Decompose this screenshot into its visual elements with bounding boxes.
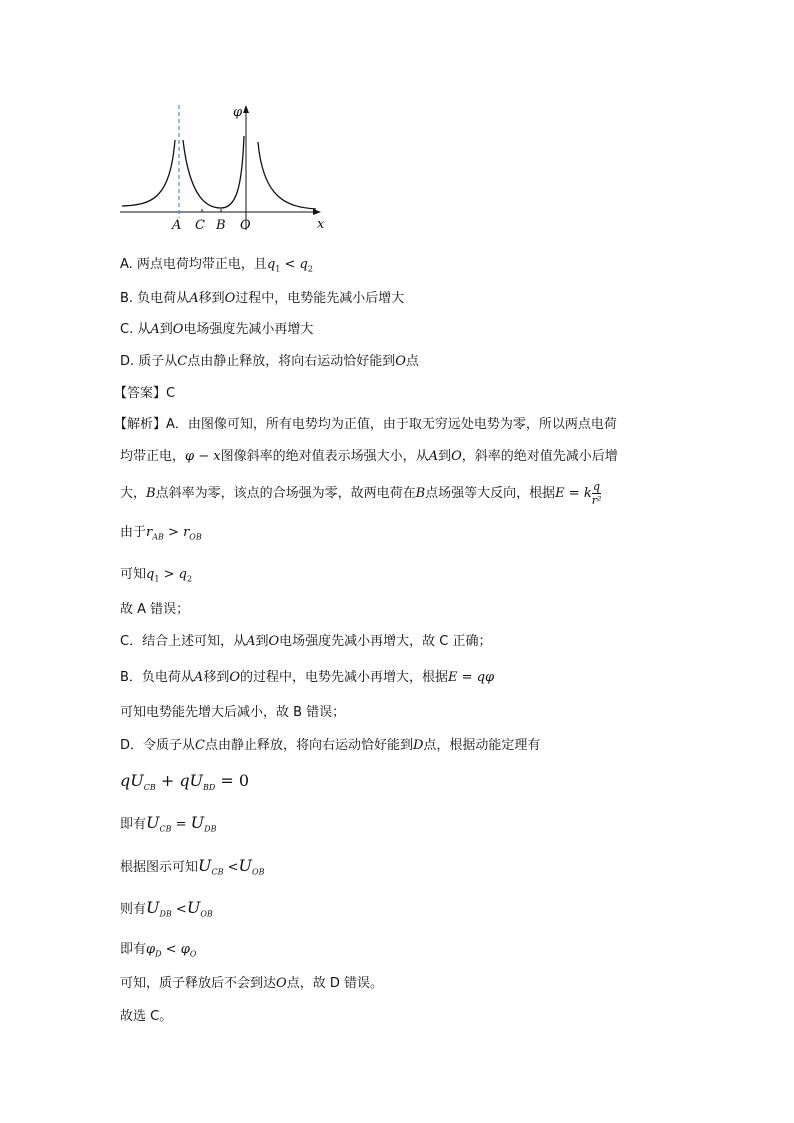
potential-graph [118, 100, 338, 235]
math-qphi: qφ [476, 670, 495, 685]
text: 点由静止释放，将向右运动恰好能到 [204, 738, 413, 753]
analysis-line-13 [120, 857, 264, 877]
math-dash: − [194, 449, 214, 464]
option-b [120, 290, 404, 308]
math-rel: < [223, 860, 239, 875]
text: 即有 [120, 942, 147, 957]
analysis-line-10 [120, 737, 540, 755]
analysis-line-14 [120, 899, 213, 919]
option-d [120, 353, 419, 371]
point-o: O [395, 354, 406, 369]
math-plus: + [155, 771, 180, 790]
analysis-line-7 [120, 633, 492, 651]
point-o: O [451, 449, 462, 464]
text: 到 [438, 449, 452, 464]
text: 的过程中，电势先减小再增大，根据 [240, 670, 449, 685]
point-o: O [276, 976, 287, 991]
axis-label-x: x [317, 217, 325, 232]
math-q: q [299, 257, 308, 272]
math-sub: OB [252, 867, 265, 877]
text: 点场强等大反向，根据 [425, 486, 556, 501]
text: 点 [405, 354, 419, 369]
text: 由于 [120, 525, 147, 540]
text: 图像斜率的绝对值表示场强大小，从 [220, 449, 429, 464]
point-label-o: O [240, 218, 251, 233]
point-a: A [193, 670, 204, 685]
math-e: E [555, 486, 565, 501]
analysis-line-11 [120, 771, 250, 793]
math-rel: < [280, 257, 300, 272]
text: 移到 [203, 670, 230, 685]
math-qu: qU [120, 771, 144, 790]
point-a: A [150, 322, 160, 337]
analysis-line-5 [120, 566, 192, 584]
analysis-line-9: 可知电势能先增大后减小，故 B 错误； [120, 705, 346, 720]
point-o: O [268, 634, 280, 649]
option-a-text: A. 两点电荷均带正电，且 [120, 257, 267, 272]
text: 过程中，电势能先减小后增大 [235, 291, 405, 306]
math-u: U [146, 898, 160, 917]
math-u: U [186, 898, 201, 917]
math-q: q [146, 567, 155, 582]
text: C．结合上述可知，从 [120, 634, 247, 649]
math-q: q [178, 567, 187, 582]
analysis-line-17: 故选 C。 [120, 1009, 173, 1024]
potential-curve-left [122, 140, 175, 206]
math-eq: = [564, 486, 584, 501]
point-o: O [172, 322, 184, 337]
math-sub: CB [143, 783, 156, 793]
x-axis-arrow [313, 209, 321, 215]
math-sub: 1 [275, 264, 281, 274]
y-axis-arrow [243, 105, 249, 113]
math-u: U [146, 813, 160, 832]
text: 可知 [120, 567, 147, 582]
text: 点，故 D 错误。 [286, 976, 383, 991]
point-label-b: B [216, 218, 226, 233]
math-phi: φ [146, 942, 156, 957]
point-c: C [195, 738, 205, 753]
math-sub: OB [200, 909, 213, 919]
text: B. 负电荷从 [120, 291, 190, 306]
point-o: O [224, 291, 236, 306]
math-rel: > [159, 567, 179, 582]
point-o: O [229, 670, 240, 685]
text: 电场强度先减小再增大 [183, 322, 314, 337]
option-a [120, 256, 313, 274]
math-u: U [238, 856, 253, 875]
math-sub: CB [211, 867, 224, 877]
math-rel: > [163, 525, 184, 540]
text: 即有 [120, 817, 147, 832]
math-sub: D [155, 949, 162, 959]
math-eq: = [171, 817, 191, 832]
analysis-line-12 [120, 814, 216, 834]
math-sub: DB [204, 824, 217, 834]
text: 大， [120, 486, 147, 501]
analysis-line-15 [120, 941, 196, 959]
text: ，斜率的绝对值先减小后增 [461, 449, 618, 464]
point-a: A [246, 634, 256, 649]
fraction-denominator: r² [591, 494, 602, 507]
math-rel: < [161, 942, 181, 957]
text: C. 从 [120, 322, 151, 337]
point-b: B [146, 486, 156, 501]
text: 可知，质子释放后不会到达 [120, 976, 277, 991]
math-u: U [190, 813, 205, 832]
math-eq: = [457, 670, 477, 685]
math-sub: AB [152, 532, 164, 542]
analysis-line-16 [120, 975, 383, 993]
math-sub: OB [189, 532, 202, 542]
text: 则有 [120, 902, 147, 917]
text: 根据图示可知 [120, 860, 199, 875]
point-label-c: C [195, 218, 205, 233]
point-a: A [189, 291, 199, 306]
math-x: x [213, 449, 221, 464]
analysis-line-2 [120, 448, 618, 466]
math-eq-zero: = 0 [215, 771, 250, 790]
point-b: B [415, 486, 426, 501]
text: D．令质子从 [120, 738, 196, 753]
math-r: r [146, 525, 153, 540]
text: 点由静止释放，将向右运动恰好能到 [187, 354, 396, 369]
math-sub: 2 [186, 574, 193, 584]
analysis-line-6: 故 A 错误； [120, 602, 190, 617]
fraction-q-over-r2 [592, 480, 602, 507]
axis-label-phi: φ [233, 105, 243, 120]
math-e: E [448, 670, 458, 685]
analysis-line-4 [120, 524, 202, 542]
analysis-line-1: 【解析】A．由图像可知，所有电势均为正值，由于取无穷远处电势为零，所以两点电荷 [114, 417, 617, 432]
option-c [120, 321, 313, 339]
text: 均带正电， [120, 449, 186, 464]
potential-curve-right [258, 142, 316, 209]
math-phi: φ [180, 942, 190, 957]
math-sub: CB [159, 824, 172, 834]
math-sub: BD [203, 783, 216, 793]
text: D. 质子从 [120, 354, 178, 369]
math-rel: < [171, 902, 187, 917]
math-u: U [198, 856, 212, 875]
text: 电场强度先减小再增大，故 C 正确； [279, 634, 492, 649]
point-a: A [428, 449, 439, 464]
math-q: q [266, 257, 276, 272]
math-sub: 1 [154, 574, 160, 584]
answer: 【答案】C [114, 386, 176, 401]
point-c: C [177, 354, 188, 369]
math-k: k [583, 486, 592, 501]
math-sub: DB [159, 909, 172, 919]
analysis-line-3 [120, 480, 601, 507]
math-phi: φ [185, 449, 195, 464]
fraction-numerator: q [593, 480, 601, 493]
math-r: r [183, 525, 190, 540]
text: 点，根据动能定理有 [423, 738, 541, 753]
potential-curve-middle [183, 136, 244, 208]
math-sub: 2 [307, 264, 313, 274]
math-sub: O [189, 949, 197, 959]
text: 到 [159, 322, 173, 337]
point-d: D [412, 738, 424, 753]
math-qu: qU [179, 771, 204, 790]
text: 移到 [198, 291, 225, 306]
text: 到 [255, 634, 269, 649]
point-label-a: A [172, 218, 182, 233]
text: 点斜率为零，该点的合场强为零，故两电荷在 [155, 486, 416, 501]
analysis-line-8 [120, 669, 494, 687]
text: B．负电荷从 [120, 670, 194, 685]
